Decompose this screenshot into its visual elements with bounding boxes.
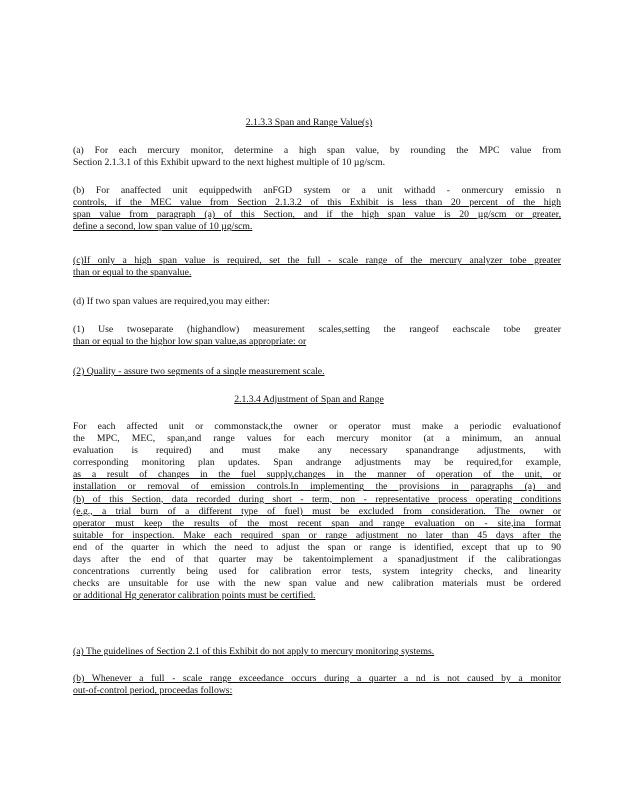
paragraph-b-low-span: [73, 185, 561, 233]
text-line: evaluation is required) and must make any necessary spanandrange adjustments, with: [73, 445, 561, 457]
text-line: (d) If two span values are required,you may either:: [73, 296, 270, 307]
text-line: concentrations currently being used for calibration error tests, system integrity checks, and linearity: [73, 566, 561, 578]
text-line: or additional Hg generator calibration points must be certified.: [73, 590, 316, 602]
text-line: checks are unsuitable for use with the new span value and new calibration materials must be ordered: [73, 578, 561, 590]
text-line: end of the quarter in which the need to adjust the span or range is identified, except that up to 90: [73, 541, 561, 553]
text-line: out-of-control period, proceedas follows:: [73, 685, 233, 697]
text-line: operator must keep the results of the most recent span and range evaluation on - site,ina format: [73, 517, 561, 529]
text-line: than or equal to the spanvalue.: [73, 267, 192, 279]
text-line: (e.g., a trial burn of a different type of fuel) must be excluded from consideration. The owner or: [73, 505, 561, 517]
paragraph-d1-separate-scales: [73, 324, 561, 348]
text-line: (b) of this Section, data recorded during short - term, non - representative process operating conditions: [73, 493, 561, 505]
text-line: suitable for inspection. Make each required span or range adjustment no later than 45 days after the: [73, 529, 561, 541]
text-line: days after the end of that quarter may be takentoimplement a spanadjustment if the calibrationgas: [73, 554, 561, 566]
text-line: installation or removal of emission controls.In implementing the provisions in paragraphs (a) and: [73, 481, 561, 493]
paragraph-adjustment-body: [73, 421, 561, 602]
text-line: For each affected unit or commonstack,the owner or operator must make a periodic evaluationof: [73, 421, 561, 432]
paragraph-c-full-scale: [73, 255, 561, 279]
text-line: corresponding monitoring plan updates. Span andrange adjustments may be required,for example,: [73, 457, 561, 469]
text-line: (a) For each mercury monitor, determine a high span value, by rounding the MPC value from: [73, 145, 561, 156]
text-line: (1) Use twoseparate (highandlow) measurement scales,setting the rangeof eachscale tobe greater: [73, 324, 561, 335]
paragraph-a-high-span: [73, 145, 561, 169]
section-heading-2-1-3-4: 2.1.3.4 Adjustment of Span and Range: [234, 394, 384, 405]
text-line: than or equal to the highor low span value,as appropriate: or: [73, 336, 307, 348]
text-line: as a result of changes in the fuel supply,changes in the manner of operation of the unit, or: [73, 469, 561, 481]
text-line: (2) Quality - assure two segments of a single measurement scale.: [73, 366, 325, 377]
text-line: (b) For anaffected unit equippedwith anFGD system or a unit withadd - onmercury emissio n: [73, 185, 561, 196]
text-line: Section 2.1.3.1 of this Exhibit upward to the next highest multiple of 10 µg/scm.: [73, 157, 386, 169]
text-line: (c)If only a high span value is required, set the full - scale range of the mercury analyzer tobe greater: [73, 255, 561, 266]
text-line: span value from paragraph (a) of this Section, and if the high span value is 20 µg/scm or greater,: [73, 209, 561, 221]
paragraph-b-range-exceedance: [73, 673, 561, 697]
text-line: controls, if the MEC value from Section 2.1.3.2 of this Exhibit is less than 20 percent of the high: [73, 197, 561, 209]
paragraph-d-two-spans: [73, 296, 561, 308]
section-heading-2-1-3-3: 2.1.3.3 Span and Range Value(s): [245, 117, 373, 128]
text-line: define a second, low span value of 10 µg/scm.: [73, 221, 253, 233]
paragraph-d2-quality-assure: [73, 366, 561, 378]
paragraph-a-guidelines: [73, 646, 561, 658]
text-line: (a) The guidelines of Section 2.1 of this Exhibit do not apply to mercury monitoring systems.: [73, 646, 435, 657]
text-line: the MPC, MEC, span,and range values for each mercury monitor (at a minimum, an annual: [73, 433, 561, 445]
text-line: (b) Whenever a full - scale range exceedance occurs during a quarter a nd is not caused by a monitor: [73, 673, 561, 684]
